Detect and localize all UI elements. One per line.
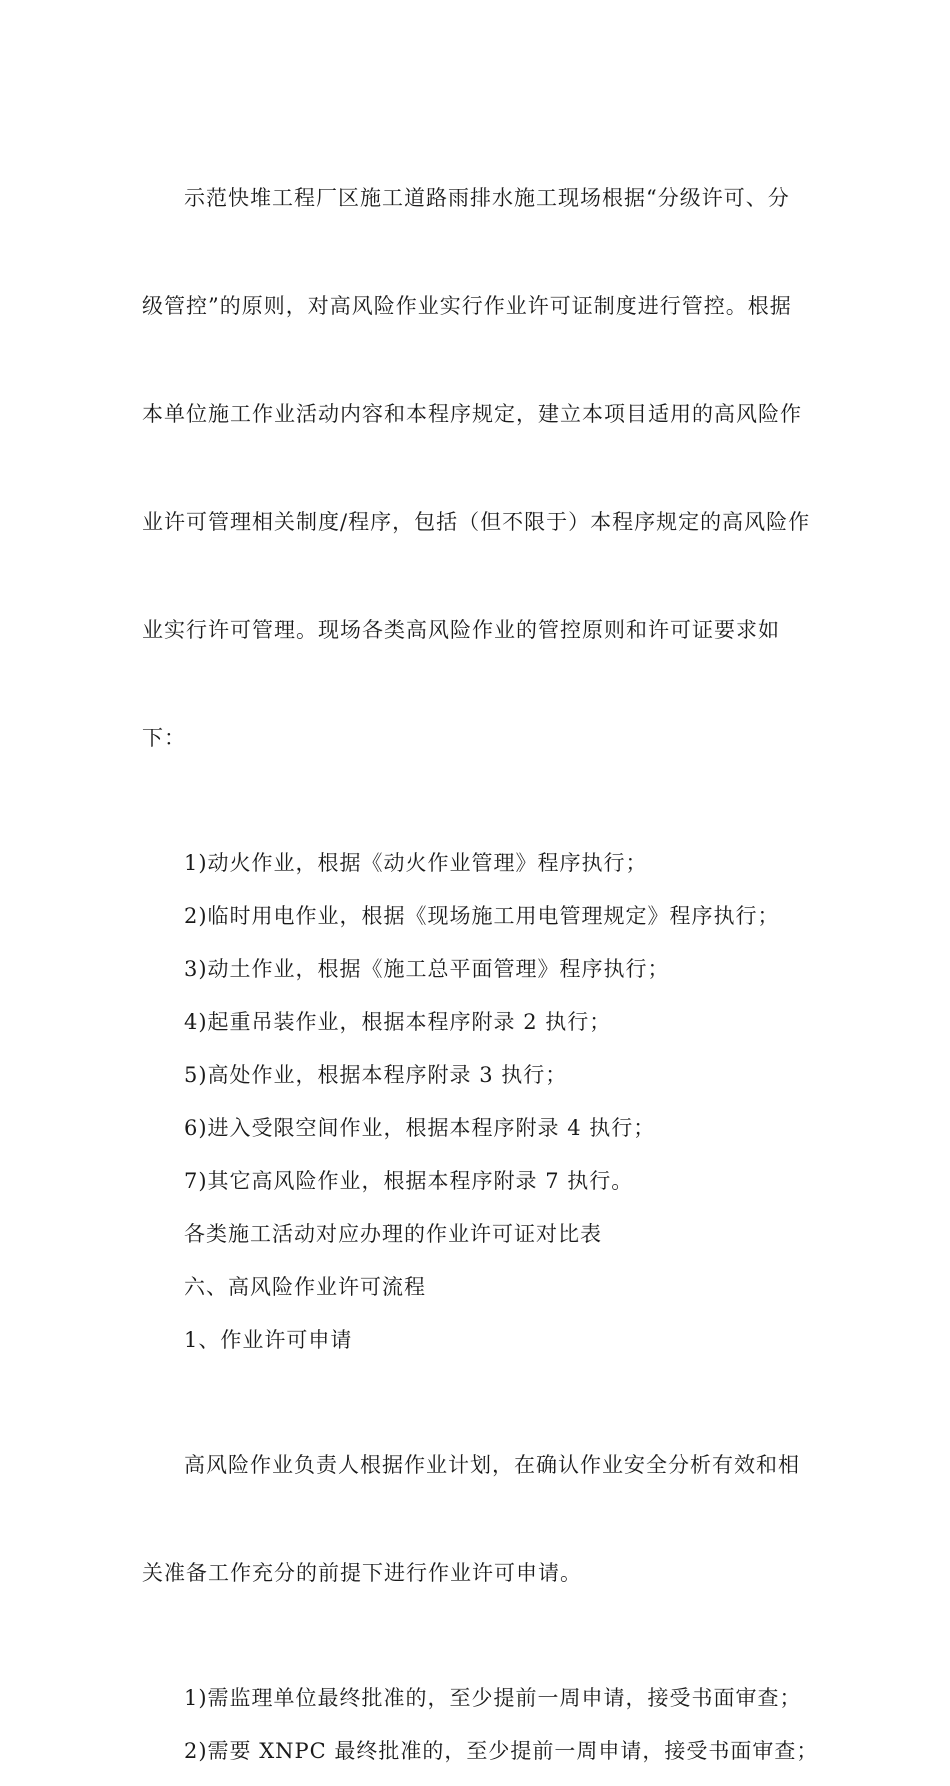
list-item: 6)进入受限空间作业，根据本程序附录 4 执行； <box>184 1116 656 1140</box>
intro-line-3: 本单位施工作业活动内容和本程序规定，建立本项目适用的高风险作 <box>142 402 802 426</box>
intro-paragraph <box>142 108 812 828</box>
intro-line-4: 业许可管理相关制度/程序，包括（但不限于）本程序规定的高风险作 <box>142 510 811 534</box>
list-item: 3)动土作业，根据《施工总平面管理》程序执行； <box>184 957 670 981</box>
list-item: 1)需监理单位最终批准的，至少提前一周申请，接受书面审查； <box>184 1686 802 1710</box>
list-item: 2)临时用电作业，根据《现场施工用电管理规定》程序执行； <box>184 904 780 928</box>
list-item: 2)需要 XNPC 最终批准的，至少提前一周申请，接受书面审查； <box>184 1739 819 1763</box>
document-body <box>142 108 819 1786</box>
list-item: 4)起重吊装作业，根据本程序附录 2 执行； <box>184 1010 612 1034</box>
table-caption: 各类施工活动对应办理的作业许可证对比表 <box>184 1222 602 1246</box>
list-item: 1)动火作业，根据《动火作业管理》程序执行； <box>184 851 648 875</box>
list-item: 7)其它高风险作业，根据本程序附录 7 执行。 <box>184 1169 634 1193</box>
intro-line-1: 示范快堆工程厂区施工道路雨排水施工现场根据“分级许可、分 <box>184 186 790 210</box>
apply-paragraph <box>142 1375 812 1663</box>
intro-line-2: 级管控”的原则，对高风险作业实行作业许可证制度进行管控。根据 <box>142 294 792 318</box>
list-item: 5)高处作业，根据本程序附录 3 执行； <box>184 1063 568 1087</box>
apply-line-2: 关准备工作充分的前提下进行作业许可申请。 <box>142 1561 582 1585</box>
intro-line-6: 下： <box>142 726 186 750</box>
subsection-heading: 1、作业许可申请 <box>184 1328 353 1352</box>
section-heading: 六、高风险作业许可流程 <box>184 1275 426 1299</box>
apply-line-1: 高风险作业负责人根据作业计划，在确认作业安全分析有效和相 <box>184 1453 800 1477</box>
intro-line-5: 业实行许可管理。现场各类高风险作业的管控原则和许可证要求如 <box>142 618 780 642</box>
